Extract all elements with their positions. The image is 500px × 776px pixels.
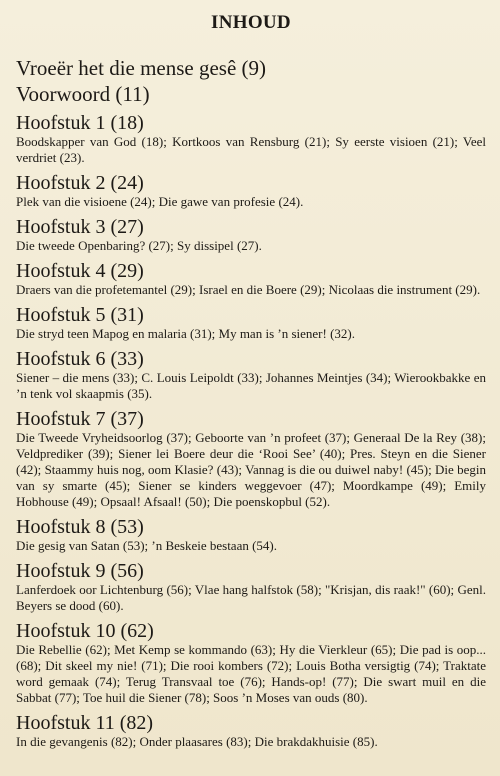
chapter-items: Boodskapper van God (18); Kortkoos van Rensburg (21); Sy eerste visioen (21); Veel verdriet (23). (16, 134, 486, 165)
chapter-heading: Hoofstuk 2 (24) (16, 172, 144, 194)
chapter-heading: Hoofstuk 4 (29) (16, 260, 144, 282)
chapter-items: Die tweede Openbaring? (27); Sy dissipel (27). (16, 238, 262, 253)
chapter-heading: Hoofstuk 3 (27) (16, 216, 144, 238)
chapter-1 (16, 112, 486, 166)
chapter-heading: Hoofstuk 5 (31) (16, 304, 144, 326)
chapter-3 (16, 216, 486, 254)
chapter-9 (16, 560, 486, 614)
chapter-items: Die gesig van Satan (53); ’n Beskeie bestaan (54). (16, 538, 278, 553)
chapter-4 (16, 260, 486, 298)
chapter-items: Lanferdoek oor Lichtenburg (56); Vlae hang halfstok (58); "Krisjan, dis raak!" (60); Genl. Beyers se dood (60). (16, 582, 486, 613)
chapter-items: Siener – die mens (33); C. Louis Leipoldt (33); Johannes Meintjes (34); Wierookbakke en ’n tenk vol skaapmis (35). (16, 370, 486, 401)
chapter-items: Die stryd teen Mapog en malaria (31); My man is ’n siener! (32). (16, 326, 355, 341)
toc-entry-voorwoord: Voorwoord (11) (16, 82, 150, 106)
chapter-items: Die Tweede Vryheidsoorlog (37); Geboorte van ’n profeet (37); Generaal De la Rey (38); Veldprediker (39); Siener lei Boere deur die ‘Rooi See’ (40); Pres. Steyn en die Siener (42); Staammy huis nog, oom Klasie? (43); Vannag is die ou duiwel naby! (45); Die begin van sy smarte (45); Siener se kinders weggevoer (47); Moordkampe (49); Emily Hobhouse (49); Opsaal! Afsaal! (50); Die poenskopbul (52). (16, 430, 486, 509)
chapter-8 (16, 516, 486, 554)
chapter-heading: Hoofstuk 9 (56) (16, 560, 144, 582)
chapter-items: Draers van die profetemantel (29); Israel en die Boere (29); Nicolaas die instrument (29). (16, 282, 481, 297)
chapter-heading: Hoofstuk 6 (33) (16, 348, 144, 370)
chapter-5 (16, 304, 486, 342)
chapter-heading: Hoofstuk 11 (82) (16, 712, 154, 734)
page-title: INHOUD (211, 12, 291, 33)
chapter-items: Plek van die visioene (24); Die gawe van profesie (24). (16, 194, 304, 209)
chapter-items: Die Rebellie (62); Met Kemp se kommando (63); Hy die Vierkleur (65); Die pad is oop... (68); Dit skeel my nie! (71); Die rooi kombers (72); Louis Botha versigtig (74); Traktate word gemaak (74); Terug Transvaal toe (76); Hands-op! (77); Die swart muil en die Sabbat (77); Toe huil die Siener (78); Soos ’n Moses van ouds (80). (16, 642, 486, 705)
chapter-2 (16, 172, 486, 210)
chapter-11 (16, 712, 486, 750)
chapter-heading: Hoofstuk 8 (53) (16, 516, 144, 538)
chapter-heading: Hoofstuk 1 (18) (16, 112, 144, 134)
chapter-10 (16, 620, 486, 706)
chapter-heading: Hoofstuk 10 (62) (16, 620, 154, 642)
chapter-items: In die gevangenis (82); Onder plaasares (83); Die brakdakhuisie (85). (16, 734, 378, 749)
chapter-6 (16, 348, 486, 402)
chapter-heading: Hoofstuk 7 (37) (16, 408, 144, 430)
chapter-7 (16, 408, 486, 510)
toc-entry-vroeer: Vroeër het die mense gesê (9) (16, 56, 267, 80)
